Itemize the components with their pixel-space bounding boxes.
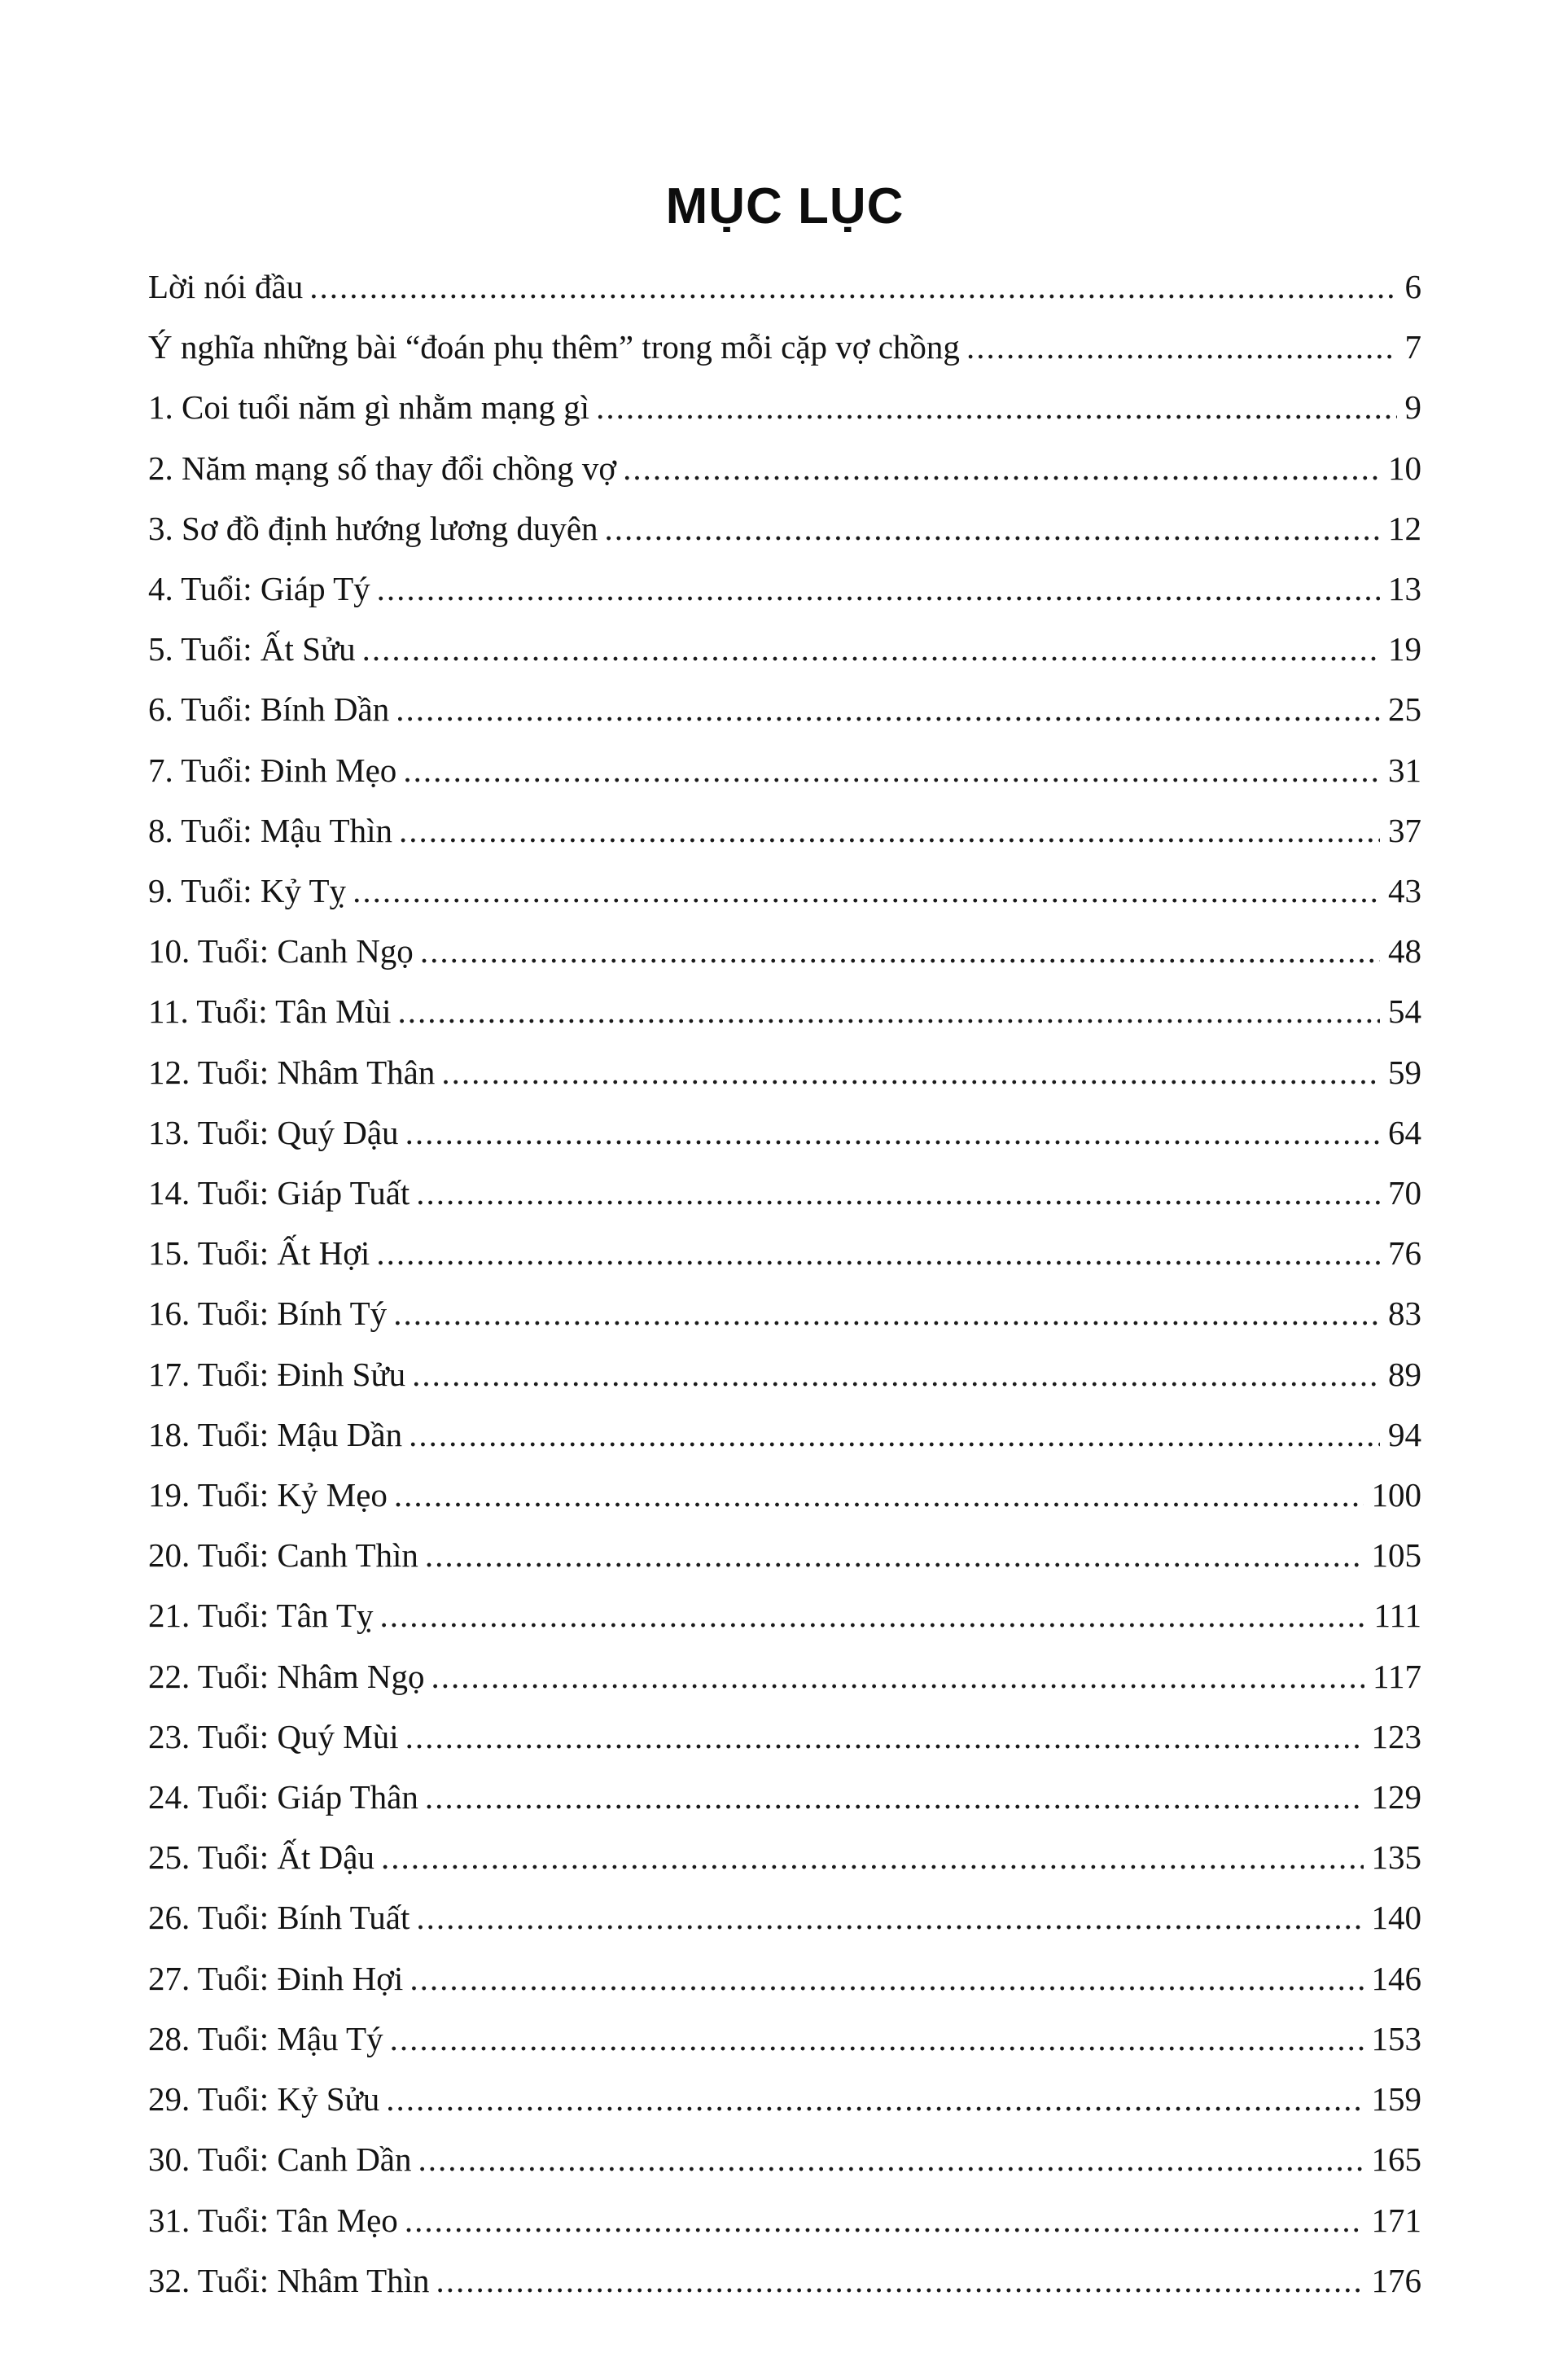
toc-row (148, 1283, 1421, 1343)
toc-page-number: 111 (1373, 1597, 1421, 1635)
toc-row (148, 1646, 1421, 1707)
toc-page-number: 176 (1371, 2261, 1421, 2299)
toc-leader-dots (431, 1646, 1364, 1707)
toc-entry-label: 21. Tuổi: Tân Tỵ (148, 1597, 374, 1635)
toc-row (148, 679, 1421, 739)
toc-page-number: 129 (1371, 1778, 1421, 1816)
toc-leader-dots (623, 438, 1380, 498)
toc-row (148, 800, 1421, 861)
toc-row (148, 1102, 1421, 1163)
toc-leader-dots (405, 1102, 1380, 1163)
toc-row (148, 861, 1421, 921)
toc-leader-dots (416, 1887, 1363, 1948)
toc-leader-dots (390, 2009, 1364, 2069)
toc-page-number: 48 (1388, 932, 1421, 970)
toc-row (148, 498, 1421, 559)
toc-row (148, 981, 1421, 1041)
toc-leader-dots (397, 981, 1380, 1041)
toc-page-number: 43 (1388, 872, 1421, 910)
toc-leader-dots (394, 1465, 1364, 1525)
toc-entry-label: 16. Tuổi: Bính Tý (148, 1295, 388, 1333)
toc-leader-dots (436, 2250, 1364, 2311)
toc-entry-label: 32. Tuổi: Nhâm Thìn (148, 2261, 430, 2299)
toc-row (148, 619, 1421, 679)
toc-leader-dots (418, 2129, 1364, 2189)
toc-page-number: 64 (1388, 1113, 1421, 1151)
toc-leader-dots (966, 317, 1397, 377)
toc-page-number: 159 (1371, 2080, 1421, 2118)
toc-page-number: 140 (1371, 1899, 1421, 1937)
toc-entry-label: Lời nói đầu (148, 268, 304, 305)
toc-entry-label: 10. Tuổi: Canh Ngọ (148, 932, 414, 970)
toc-leader-dots (381, 1827, 1364, 1887)
toc-page-number: 165 (1371, 2140, 1421, 2179)
toc-row (148, 1163, 1421, 1223)
toc-entry-label: 2. Năm mạng số thay đổi chồng vợ (148, 449, 617, 487)
toc-entry-label: 25. Tuổi: Ất Dậu (148, 1838, 374, 1877)
toc-entry-label: 23. Tuổi: Quý Mùi (148, 1717, 399, 1755)
toc-entry-label: 26. Tuổi: Bính Tuất (148, 1899, 410, 1937)
toc-page-number: 10 (1388, 449, 1421, 487)
toc-entry-label: 4. Tuổi: Giáp Tý (148, 570, 370, 608)
toc-page-number: 123 (1371, 1717, 1421, 1755)
toc-page-number: 70 (1388, 1174, 1421, 1212)
toc-entry-label: Ý nghĩa những bài “đoán phụ thêm” trong mỗi cặp vợ chồng (148, 328, 960, 366)
toc-row (148, 1707, 1421, 1767)
toc-row (148, 2250, 1421, 2311)
toc-row (148, 1767, 1421, 1827)
toc-entry-label: 5. Tuổi: Ất Sửu (148, 630, 356, 668)
toc-leader-dots (376, 1223, 1380, 1283)
toc-row (148, 256, 1421, 317)
toc-leader-dots (393, 1283, 1380, 1343)
toc-page-number: 12 (1388, 509, 1421, 547)
toc-page-number: 171 (1371, 2201, 1421, 2239)
toc-entry-label: 13. Tuổi: Quý Dậu (148, 1113, 399, 1151)
toc-page-number: 6 (1404, 268, 1421, 305)
toc-page-number: 89 (1388, 1355, 1421, 1393)
page-title: MỤC LỤC (665, 178, 904, 234)
toc-page-number: 76 (1388, 1234, 1421, 1273)
toc-entry-label: 27. Tuổi: Đinh Hợi (148, 1959, 404, 1997)
toc-leader-dots (396, 679, 1380, 739)
toc-entry-label: 14. Tuổi: Giáp Tuất (148, 1174, 410, 1212)
toc-page-number: 25 (1388, 690, 1421, 729)
toc-row (148, 1404, 1421, 1465)
toc-entry-label: 30. Tuổi: Canh Dần (148, 2140, 412, 2179)
toc-leader-dots (441, 1042, 1380, 1102)
toc-row (148, 1042, 1421, 1102)
toc-row (148, 2129, 1421, 2189)
toc-leader-dots (353, 861, 1380, 921)
toc-page-number: 54 (1388, 992, 1421, 1031)
toc-page-number: 59 (1388, 1053, 1421, 1091)
toc-leader-dots (409, 1404, 1380, 1465)
toc-row (148, 1465, 1421, 1525)
toc-entry-label: 28. Tuổi: Mậu Tý (148, 2019, 383, 2057)
toc-page-number: 135 (1371, 1838, 1421, 1877)
toc-leader-dots (410, 1948, 1363, 2009)
toc-entry-label: 31. Tuổi: Tân Mẹo (148, 2201, 398, 2239)
toc-page-number: 37 (1388, 811, 1421, 849)
toc-leader-dots (420, 921, 1380, 981)
toc-leader-dots (412, 1344, 1380, 1404)
toc-leader-dots (416, 1163, 1380, 1223)
toc-row (148, 2069, 1421, 2129)
toc-entry-label: 6. Tuổi: Bính Dần (148, 690, 390, 729)
toc-row (148, 1344, 1421, 1404)
toc-page-number: 146 (1371, 1959, 1421, 1997)
toc-page-number: 153 (1371, 2019, 1421, 2057)
toc-row (148, 2009, 1421, 2069)
toc-row (148, 1223, 1421, 1283)
toc-page-number: 83 (1388, 1295, 1421, 1333)
toc-list (148, 256, 1421, 2311)
toc-leader-dots (425, 1525, 1364, 1585)
toc-entry-label: 18. Tuổi: Mậu Dần (148, 1415, 403, 1453)
toc-entry-label: 19. Tuổi: Kỷ Mẹo (148, 1476, 388, 1514)
toc-leader-dots (605, 498, 1380, 559)
toc-leader-dots (379, 1585, 1365, 1645)
toc-page-number: 9 (1404, 388, 1421, 427)
toc-leader-dots (596, 377, 1396, 437)
toc-entry-label: 9. Tuổi: Kỷ Tỵ (148, 872, 347, 910)
toc-row (148, 1887, 1421, 1948)
toc-entry-label: 22. Tuổi: Nhâm Ngọ (148, 1657, 425, 1695)
toc-page-number: 13 (1388, 570, 1421, 608)
toc-entry-label: 17. Tuổi: Đinh Sửu (148, 1355, 406, 1393)
toc-entry-label: 24. Tuổi: Giáp Thân (148, 1778, 418, 1816)
toc-entry-label: 15. Tuổi: Ất Hợi (148, 1234, 370, 1273)
toc-entry-label: 20. Tuổi: Canh Thìn (148, 1536, 418, 1575)
toc-row (148, 740, 1421, 800)
toc-leader-dots (425, 1767, 1364, 1827)
toc-page-number: 94 (1388, 1415, 1421, 1453)
toc-page-number: 7 (1404, 328, 1421, 366)
toc-leader-dots (399, 800, 1380, 861)
toc-leader-dots (403, 740, 1380, 800)
toc-row (148, 2190, 1421, 2250)
toc-leader-dots (405, 1707, 1364, 1767)
toc-entry-label: 8. Tuổi: Mậu Thìn (148, 811, 392, 849)
toc-leader-dots (309, 256, 1396, 317)
toc-row (148, 377, 1421, 437)
toc-row (148, 317, 1421, 377)
toc-row (148, 1525, 1421, 1585)
toc-entry-label: 29. Tuổi: Kỷ Sửu (148, 2080, 380, 2118)
toc-row (148, 438, 1421, 498)
toc-page-number: 117 (1373, 1657, 1421, 1695)
toc-leader-dots (386, 2069, 1363, 2129)
toc-row (148, 921, 1421, 981)
toc-entry-label: 3. Sơ đồ định hướng lương duyên (148, 509, 598, 547)
toc-row (148, 1948, 1421, 2009)
toc-leader-dots (377, 559, 1380, 619)
toc-row (148, 1827, 1421, 1887)
toc-page-number: 19 (1388, 630, 1421, 668)
toc-entry-label: 12. Tuổi: Nhâm Thân (148, 1053, 436, 1091)
toc-page-number: 105 (1371, 1536, 1421, 1575)
toc-row (148, 1585, 1421, 1645)
toc-page-number: 100 (1371, 1476, 1421, 1514)
toc-leader-dots (405, 2190, 1364, 2250)
toc-entry-label: 1. Coi tuổi năm gì nhằm mạng gì (148, 388, 590, 427)
toc-page-number: 31 (1388, 751, 1421, 789)
toc-leader-dots (362, 619, 1380, 679)
toc-entry-label: 11. Tuổi: Tân Mùi (148, 992, 392, 1031)
toc-entry-label: 7. Tuổi: Đinh Mẹo (148, 751, 397, 789)
toc-row (148, 559, 1421, 619)
